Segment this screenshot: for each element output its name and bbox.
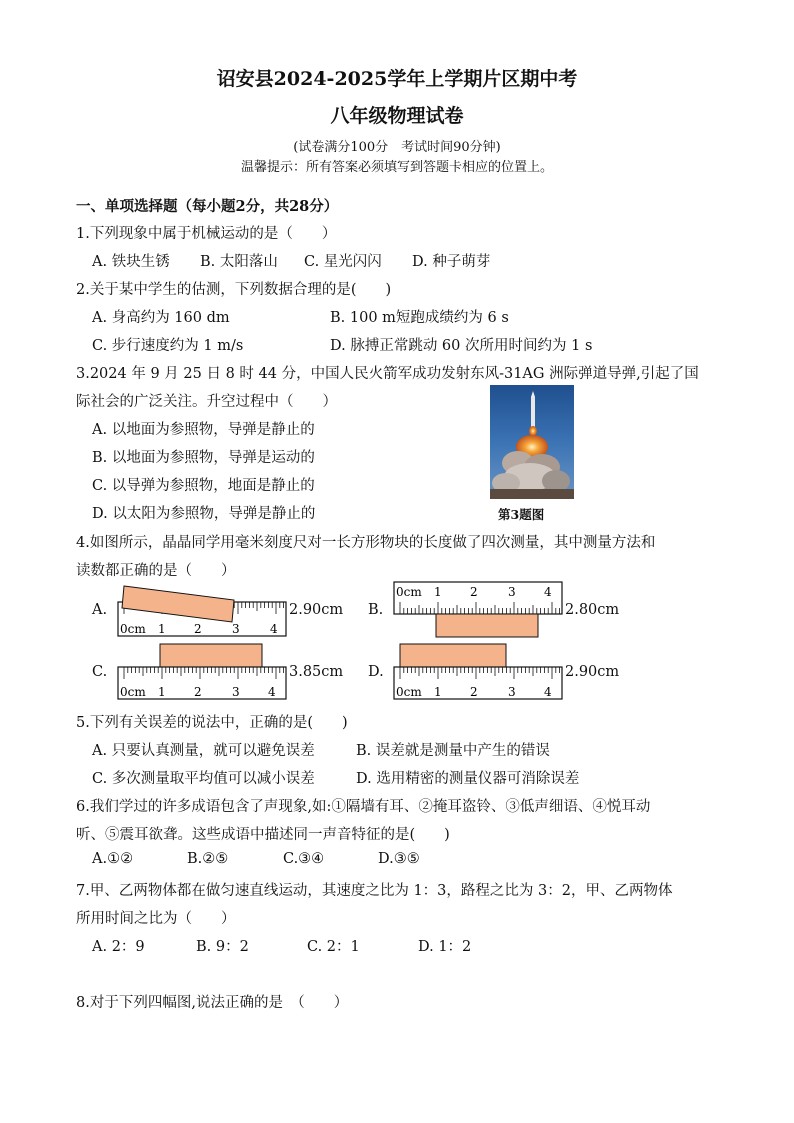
ruler-number-4: 4 <box>268 685 276 699</box>
q4-figure-d-label: D. <box>368 664 384 680</box>
q3-option-d: D. 以太阳为参照物，导弹是静止的 <box>92 506 316 522</box>
ruler-number-1: 1 <box>158 622 166 636</box>
ruler-number-2: 2 <box>470 585 478 599</box>
q6-stem-line2: 听、⑤震耳欲聋。这些成语中描述同一声音特征的是( ) <box>76 827 450 843</box>
ruler-number-1: 1 <box>434 585 442 599</box>
q7-stem-line1: 7.甲、乙两物体都在做匀速直线运动，其速度之比为 1：3，路程之比为 3：2，甲、乙两物体 <box>76 883 673 899</box>
ruler-number-1: 1 <box>434 685 442 699</box>
q2-option-a: A. 身高约为 160 dm <box>92 310 230 326</box>
q6-option-c: C.③④ <box>283 851 325 867</box>
missile-launch-photo <box>490 385 574 499</box>
q1-stem: 1.下列现象中属于机械运动的是（ ） <box>76 226 337 242</box>
q2-option-c: C. 步行速度约为 1 m/s <box>92 338 244 354</box>
q6-option-d: D.③⑤ <box>378 851 420 867</box>
q7-option-c: C. 2：1 <box>307 939 360 955</box>
ruler-number-3: 3 <box>508 585 516 599</box>
q4-figure-b-ruler <box>392 580 564 640</box>
ruler-zero-label: 0cm <box>396 685 422 699</box>
q8-stem: 8.对于下列四幅图,说法正确的是 （ ） <box>76 995 349 1011</box>
ruler-number-1: 1 <box>158 685 166 699</box>
q6-option-a: A.①② <box>92 851 134 867</box>
block <box>436 614 538 637</box>
ruler-number-3: 3 <box>508 685 516 699</box>
q1-option-b: B. 太阳落山 <box>200 254 278 270</box>
ruler-number-4: 4 <box>544 585 552 599</box>
block <box>400 644 506 667</box>
exam-title: 诏安县2024-2025学年上学期片区期中考 <box>216 68 578 90</box>
q7-option-d: D. 1：2 <box>418 939 472 955</box>
q4-stem-line2: 读数都正确的是（ ） <box>76 563 236 579</box>
q5-option-c: C. 多次测量取平均值可以减小误差 <box>92 771 315 787</box>
section-heading: 一、单项选择题（每小题2分，共28分） <box>76 198 339 215</box>
q3-stem-line2: 际社会的广泛关注。升空过程中（ ） <box>76 394 337 410</box>
q5-option-b: B. 误差就是测量中产生的错误 <box>356 743 550 759</box>
q4-figure-a-reading: 2.90cm <box>289 602 344 618</box>
q3-option-a: A. 以地面为参照物，导弹是静止的 <box>92 422 315 438</box>
q4-figure-d-reading: 2.90cm <box>565 664 620 680</box>
ruler-number-2: 2 <box>470 685 478 699</box>
q4-figure-d-ruler <box>392 642 564 702</box>
ruler-zero-label: 0cm <box>120 622 146 636</box>
ruler-zero-label: 0cm <box>120 685 146 699</box>
q4-figure-c-ruler <box>116 642 288 702</box>
q1-option-d: D. 种子萌芽 <box>412 254 491 270</box>
q4-figure-b-label: B. <box>368 602 384 618</box>
ruler-zero-label: 0cm <box>396 585 422 599</box>
q2-option-d: D. 脉搏正常跳动 60 次所用时间约为 1 s <box>330 338 593 354</box>
q7-stem-line2: 所用时间之比为（ ） <box>76 911 236 927</box>
ruler-number-2: 2 <box>194 622 202 636</box>
q4-figure-a-ruler <box>116 582 288 638</box>
q4-figure-b-reading: 2.80cm <box>565 602 620 618</box>
ruler-number-4: 4 <box>270 622 278 636</box>
exam-info: (试卷满分100分 考试时间90分钟) <box>293 140 501 155</box>
q6-stem-line1: 6.我们学过的许多成语包含了声现象,如:①隔墙有耳、②掩耳盗铃、③低声细语、④悦耳动 <box>76 799 651 815</box>
q4-figure-c-reading: 3.85cm <box>289 664 344 680</box>
block <box>160 644 262 667</box>
q7-option-a: A. 2：9 <box>92 939 145 955</box>
q6-option-b: B.②⑤ <box>187 851 229 867</box>
q5-option-d: D. 选用精密的测量仪器可消除误差 <box>356 771 580 787</box>
q4-figure-a-label: A. <box>92 602 108 618</box>
ruler-number-4: 4 <box>544 685 552 699</box>
q3-stem-line1: 3.2024 年 9 月 25 日 8 时 44 分，中国人民火箭军成功发射东风-31AG 洲际弹道导弹,引起了国 <box>76 366 699 382</box>
q4-stem-line1: 4.如图所示，晶晶同学用毫米刻度尺对一长方形物块的长度做了四次测量，其中测量方法和 <box>76 535 656 551</box>
q2-option-b: B. 100 m短跑成绩约为 6 s <box>330 310 509 326</box>
q5-option-a: A. 只要认真测量，就可以避免误差 <box>92 743 315 759</box>
q1-option-c: C. 星光闪闪 <box>304 254 382 270</box>
q4-figure-c-label: C. <box>92 664 108 680</box>
ruler-number-3: 3 <box>232 622 240 636</box>
ruler-number-3: 3 <box>232 685 240 699</box>
exam-tip: 温馨提示：所有答案必须填写到答题卡相应的位置上。 <box>240 160 553 175</box>
q3-option-c: C. 以导弹为参照物，地面是静止的 <box>92 478 315 494</box>
q2-stem: 2.关于某中学生的估测，下列数据合理的是( ) <box>76 282 392 298</box>
q3-figure-caption: 第3题图 <box>498 507 545 522</box>
q3-option-b: B. 以地面为参照物，导弹是运动的 <box>92 450 315 466</box>
exam-subtitle: 八年级物理试卷 <box>330 105 464 127</box>
q1-option-a: A. 铁块生锈 <box>92 254 170 270</box>
q7-option-b: B. 9：2 <box>196 939 249 955</box>
q5-stem: 5.下列有关误差的说法中，正确的是( ) <box>76 715 348 731</box>
ruler-number-2: 2 <box>194 685 202 699</box>
